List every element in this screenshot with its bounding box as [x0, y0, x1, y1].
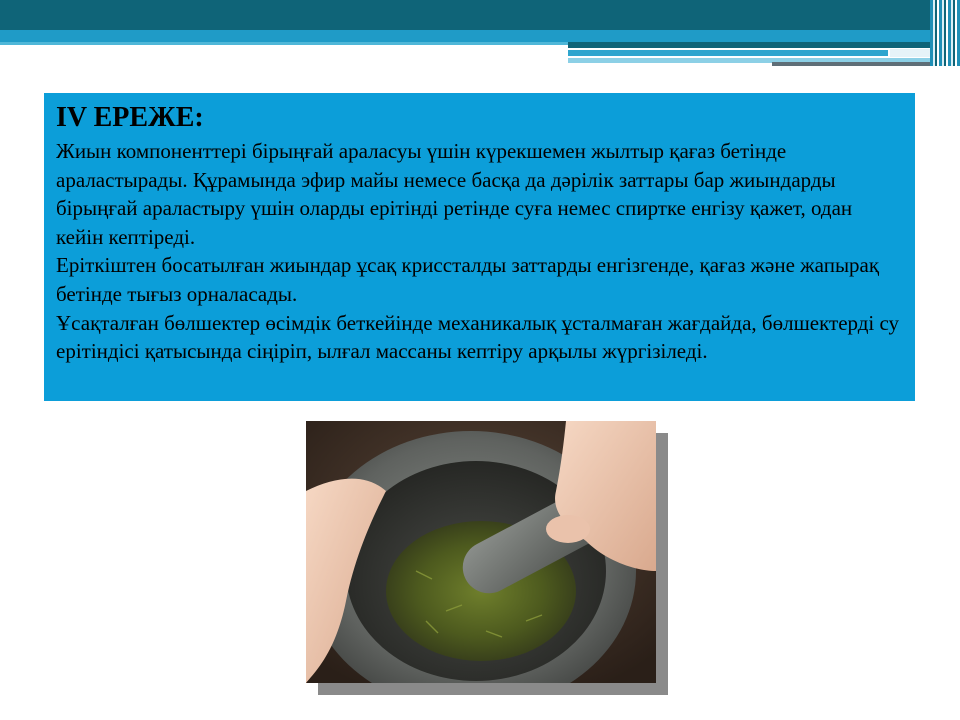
- header-band-dark: [0, 0, 960, 30]
- rule-title: IV ЕРЕЖЕ:: [56, 102, 204, 133]
- header-divider-line: [0, 42, 568, 45]
- rule-paragraph: Ұсақталған бөлшектер өсімдік беткейінде механикалық ұсталмаған жағдайда, бөлшектерді су ерітіндісі қатысында сіңіріп, ылғал массаны кептіру арқылы жүргізіледі.: [56, 310, 900, 364]
- rule-text-box: [44, 93, 915, 401]
- rule-paragraph: Жиын компоненттері бірыңғай араласуы үшін күрекшемен жылтыр қағаз бетінде араластырады. Құрамында эфир майы немесе басқа да дәрілік заттары бар жиындарды бірыңғай араластыру үшін оларды ерітінді ретінде суға немес спиртке енгізу қажет, одан кейін кептіреді.: [56, 139, 853, 249]
- header-accent-bar: [568, 50, 888, 56]
- header-accent-bar: [772, 62, 940, 66]
- rule-paragraph: Еріткіштен босатылған жиындар ұсақ криссталды заттарды енгізгенде, қағаз және жапырақ бетінде тығыз орналасады.: [56, 253, 880, 306]
- mortar-pestle-photo: [306, 421, 656, 683]
- header-accent-bar: [568, 42, 940, 48]
- mortar-pestle-image: [306, 421, 656, 683]
- header-vertical-stripes: [930, 0, 960, 66]
- header-band-light: [0, 30, 940, 42]
